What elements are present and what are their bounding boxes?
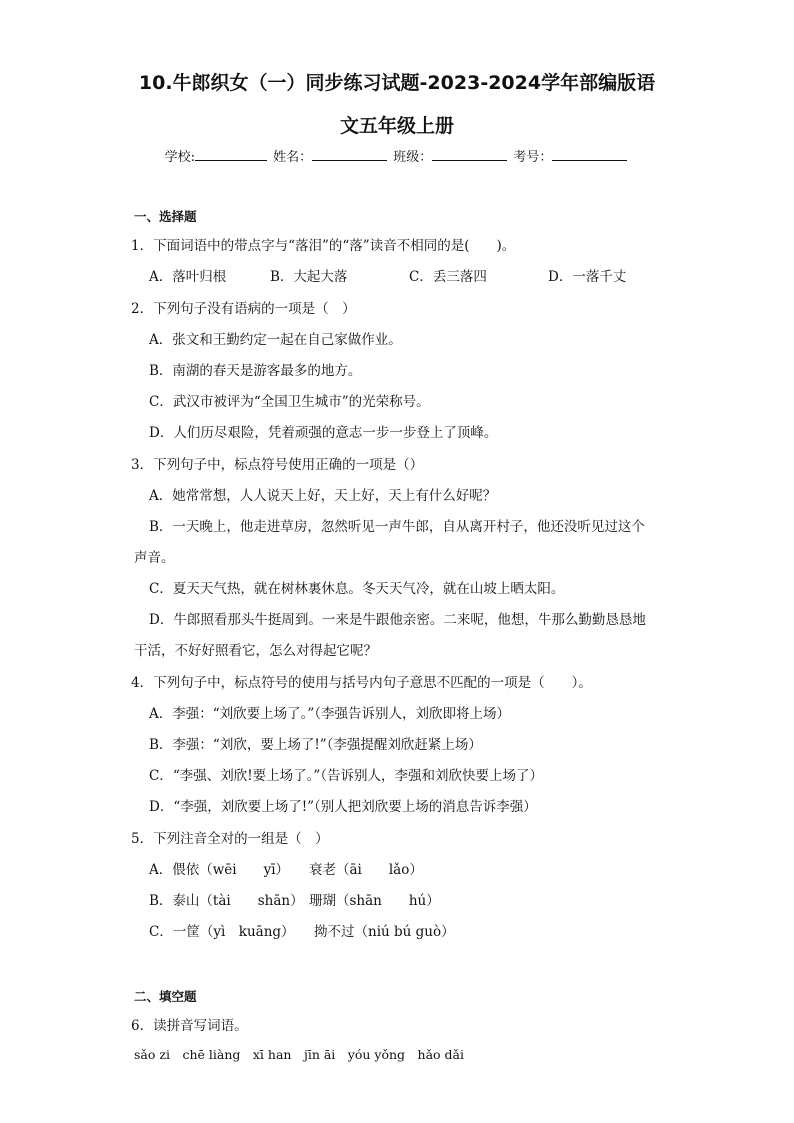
q1-option-a[interactable]: A．落叶归根 [149, 269, 227, 285]
q3-option-c[interactable]: C．夏天天气热，就在树林裏休息。冬天天气冷，就在山坡上晒太阳。 [149, 581, 565, 597]
exam-number-blank[interactable] [552, 148, 627, 161]
q1-option-b[interactable]: B．大起大落 [270, 269, 348, 285]
student-info-row [0, 146, 794, 165]
q5-option-b-word1: B．泰山（tài shān） [149, 893, 304, 909]
q2-option-c[interactable]: C．武汉市被评为“全国卫生城市”的光荣称号。 [149, 394, 430, 410]
q4-option-b[interactable]: B．李强：“刘欣，要上场了!”（李强提醒刘欣赶紧上场） [149, 737, 482, 753]
q3-option-b-line1[interactable]: B．一天晚上，他走进草房，忽然听见一声牛郎，自从离开村子，他还没听见过这个 [149, 519, 645, 535]
q3-option-d-line2[interactable]: 干活，不好好照看它，怎么对得起它呢？ [134, 643, 377, 659]
q5-option-a-word2: 衰老（āi lǎo） [309, 862, 423, 878]
question-1-options [149, 265, 626, 285]
q2-option-a[interactable]: A．张文和王勤约定一起在自己家做作业。 [149, 332, 402, 348]
q4-option-a[interactable]: A．李强：“刘欣要上场了。”（李强告诉别人，刘欣即将上场） [149, 706, 511, 722]
question-2-stem: 2．下列句子没有语病的一项是（ ） [131, 301, 356, 317]
exam-number-label: 考号： [513, 150, 553, 165]
q5-option-b-word2: 珊瑚（shān hú） [309, 893, 440, 909]
q4-option-c[interactable]: C．“李强、刘欣!要上场了。”（告诉别人，李强和刘欣快要上场了） [149, 768, 544, 784]
q3-option-b-line2[interactable]: 声音。 [134, 550, 175, 566]
q1-option-c[interactable]: C．丢三落四 [409, 269, 487, 285]
school-blank[interactable] [195, 148, 267, 161]
question-3-stem: 3．下列句子中，标点符号使用正确的一项是（） [131, 457, 424, 473]
q3-option-a[interactable]: A．她常常想，人人说天上好，天上好，天上有什么好呢？ [149, 488, 497, 504]
q5-option-c[interactable] [149, 920, 455, 940]
class-label: 班级： [393, 150, 433, 165]
name-label: 姓名： [273, 150, 313, 165]
section-fill-heading: 二、填空题 [134, 989, 197, 1004]
question-5-stem: 5．下列注音全对的一组是（ ） [131, 831, 329, 847]
q2-option-b[interactable]: B．南湖的春天是游客最多的地方。 [149, 363, 362, 379]
q5-option-c-word1: C．一筐（yì kuāng） [149, 924, 295, 940]
doc-title-line1: 10.牛郎织女（一）同步练习试题-2023-2024学年部编版语 [138, 72, 656, 94]
q5-option-b[interactable] [149, 889, 440, 909]
q2-option-d[interactable]: D．人们历尽艰险，凭着顽强的意志一步一步登上了顶峰。 [149, 425, 498, 441]
q3-option-d-line1[interactable]: D．牛郎照看那头牛挺周到。一来是牛跟他亲密。二来呢，他想，牛那么勤勤恳恳地 [149, 612, 646, 628]
q5-option-c-word2: 拗不过（niú bú guò） [314, 924, 455, 940]
q5-option-a-word1: A．偎依（wēi yī） [149, 862, 290, 878]
q1-option-d[interactable]: D．一落千丈 [548, 269, 627, 285]
q6-pinyin-line: sǎo zi chē liàng xī han jīn āi yóu yǒng hǎo dǎi [134, 1047, 464, 1062]
question-1-stem: 1．下面词语中的带点字与“落泪”的“落”读音不相同的是( )。 [131, 238, 516, 254]
name-blank[interactable] [312, 148, 387, 161]
school-label: 学校: [164, 150, 195, 165]
q4-option-d[interactable]: D．“李强，刘欣要上场了!”（别人把刘欣要上场的消息告诉李强） [149, 799, 537, 815]
question-6-stem: 6．读拼音写词语。 [131, 1018, 248, 1034]
q5-option-a[interactable] [149, 858, 423, 878]
doc-title-line2: 文五年级上册 [339, 115, 454, 137]
question-4-stem: 4．下列句子中，标点符号的使用与括号内句子意思不匹配的一项是（ ）。 [131, 675, 592, 691]
section-choice-heading: 一、选择题 [134, 209, 197, 224]
class-blank[interactable] [432, 148, 507, 161]
